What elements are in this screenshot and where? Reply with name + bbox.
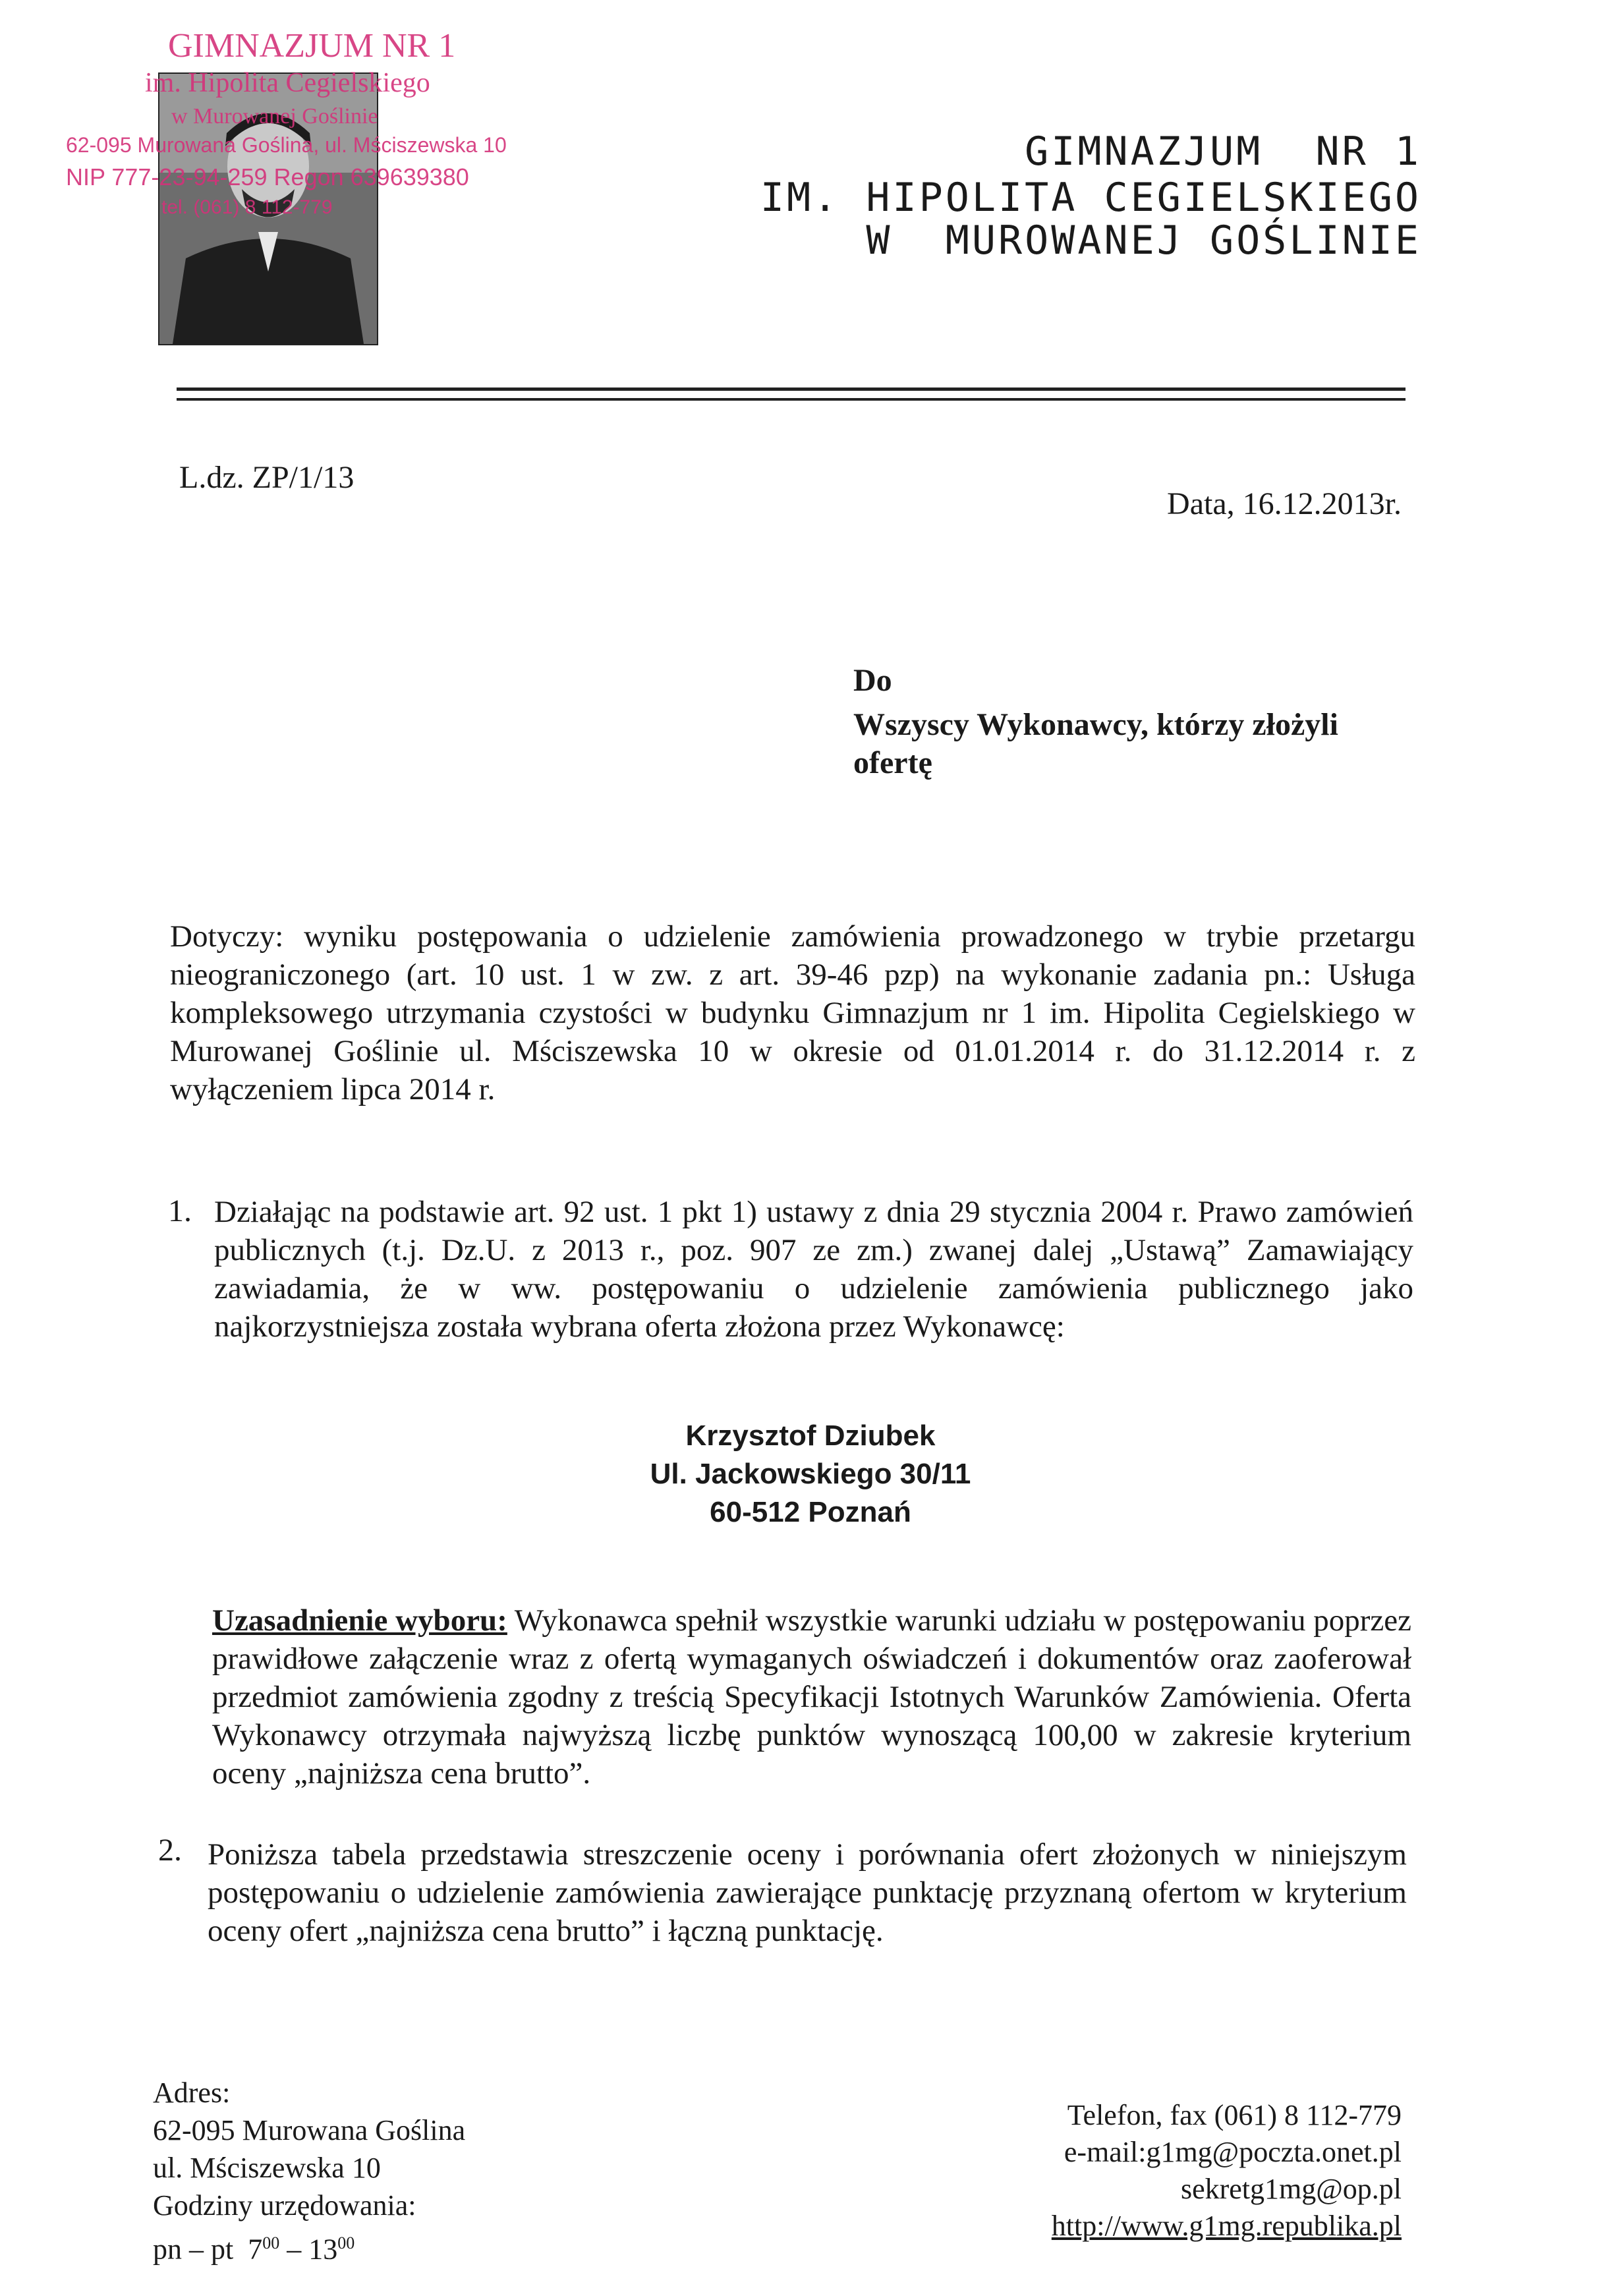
school-name-line1: GIMNAZJUM NR 1: [1025, 129, 1421, 175]
recipient-line: Wszyscy Wykonawcy, którzy złożyli: [853, 707, 1338, 742]
footer-postal: 62-095 Murowana Goślina: [153, 2114, 466, 2146]
stamp-town: w Murowanej Goślinie: [171, 104, 378, 129]
point-2-number: 2.: [158, 1833, 182, 1868]
point-1-number: 1.: [168, 1193, 192, 1228]
justification-label: Uzasadnienie wyboru:: [212, 1603, 507, 1638]
footer-phone: Telefon, fax (061) 8 112-779: [1067, 2099, 1402, 2131]
school-stamp: [66, 26, 540, 356]
point-2-text: Poniższa tabela przedstawia streszczenie oceny i porównania ofert złożonych w niniejszym postępowaniu o udzielenie zamówienia zawierające punktację przyznaną ofertom w kryterium oceny ofert „najniższa cena brutto” i łączną punktację.: [208, 1837, 1407, 1948]
winner-street: Ul. Jackowskiego 30/11: [650, 1458, 971, 1490]
recipient-offer: ofertę: [853, 745, 932, 780]
reference-number: L.dz. ZP/1/13: [179, 460, 355, 495]
justification-paragraph: [212, 1601, 1411, 1793]
footer-hours-label: Godziny urzędowania:: [153, 2189, 416, 2222]
stamp-patron: im. Hipolita Cegielskiego: [145, 68, 430, 98]
stamp-phone: tel. (061) 8 112-779: [161, 196, 333, 218]
footer-email-secretary[interactable]: sekretg1mg@op.pl: [1180, 2173, 1402, 2205]
recipient-to: Do: [853, 663, 892, 698]
justification-text: Wykonawca spełnił wszystkie warunki udziału w postępowaniu poprzez prawidłowe załączenie wraz z ofertą wymaganych oświadczeń i dokumentów oraz zaoferował przedmiot zamówienia zgodny z treścią Specyfikacji Istotnych Warunków Zamówienia. Oferta Wykonawcy otrzymała najwyższą liczbę punktów wynoszącą 100,00 w zakresie kryterium oceny „najniższa cena brutto”.: [212, 1603, 1411, 1791]
footer-contact: [1052, 2097, 1402, 2245]
header-divider: [177, 387, 1406, 391]
stamp-nip-regon: NIP 777-23-94-259 Regon 639639380: [66, 163, 469, 190]
footer-website-link[interactable]: http://www.g1mg.republika.pl: [1051, 2210, 1402, 2242]
subject-paragraph: Dotyczy: wyniku postępowania o udzielenie zamówienia prowadzonego w trybie przetargu nieograniczonego (art. 10 ust. 1 w zw. z art. 39-46 pzp) na wykonanie zadania pn.: Usługa kompleksowego utrzymania czystości w budynku Gimnazjum nr 1 im. Hipolita Cegielskiego w Murowanej Goślinie ul. Mściszewska 10 w okresie od 01.01.2014 r. do 31.12.2014 r. z wyłączeniem lipca 2014 r.: [170, 919, 1415, 1106]
school-name-line3: W MUROWANEJ GOŚLINIE: [866, 217, 1421, 264]
stamp-address: 62-095 Murowana Goślina, ul. Mściszewska 10: [66, 133, 507, 157]
winner-name: Krzysztof Dziubek: [685, 1420, 936, 1452]
header-divider-second: [177, 398, 1406, 401]
winner-block: [580, 1417, 1041, 1532]
footer-address: [153, 2074, 465, 2268]
school-name-line2: IM. HIPOLITA CEGIELSKIEGO: [760, 175, 1421, 221]
point-1-text: Działając na podstawie art. 92 ust. 1 pkt 1) ustawy z dnia 29 stycznia 2004 r. Prawo zamówień publicznych (t.j. Dz.U. z 2013 r., poz. 907 ze zm.) zwanej dalej „Ustawą” Zamawiający zawiadamia, że w ww. postępowaniu o udzielenie zamówienia publicznego jako najkorzystniejsza została wybrana oferta złożona przez Wykonawcę:: [214, 1195, 1413, 1344]
stamp-title: GIMNAZJUM NR 1: [168, 27, 456, 65]
winner-city: 60-512 Poznań: [710, 1496, 911, 1528]
footer-address-label: Adres:: [153, 2077, 231, 2109]
letter-date: Data, 16.12.2013r.: [1167, 486, 1402, 521]
footer-email-primary[interactable]: e-mail:g1mg@poczta.onet.pl: [1064, 2136, 1402, 2168]
footer-hours: pn – pt $7^{00} - 13^{00}$: [153, 2233, 355, 2266]
footer-street: ul. Mściszewska 10: [153, 2152, 381, 2184]
